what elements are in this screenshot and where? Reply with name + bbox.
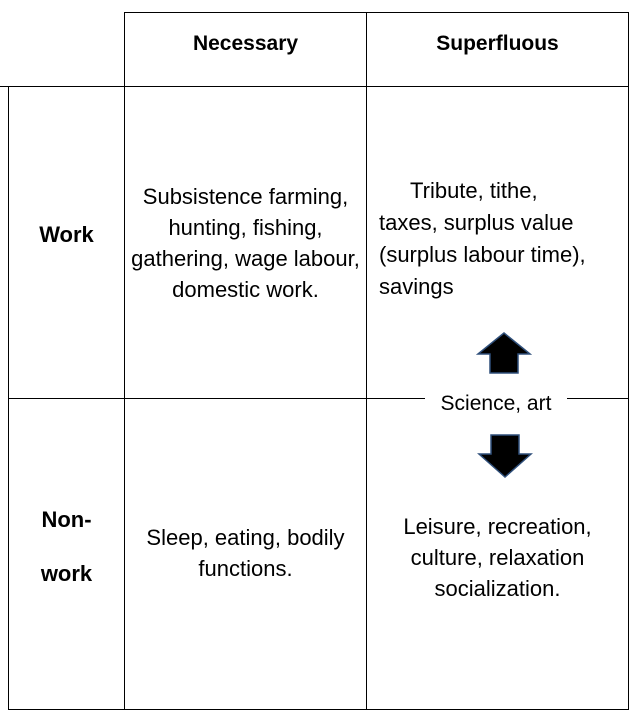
row-label-nonwork: [9, 399, 124, 695]
work-superfluous-line3: (surplus labour time),: [379, 242, 586, 267]
header-superfluous: Superfluous: [436, 31, 559, 55]
work-superfluous-line1: Tribute, tithe,: [410, 178, 538, 203]
work-necessary-text: Subsistence farming, hunting, fishing, gathering, wage labour, domestic work.: [131, 184, 360, 302]
row-divider-right-b: [567, 398, 629, 399]
bottom-border: [8, 709, 629, 710]
arrow-up-icon: [476, 332, 532, 374]
right-border: [628, 12, 629, 710]
work-superfluous-text: [379, 175, 586, 303]
row-divider-right-a: [367, 398, 425, 399]
row-label-work: Work: [39, 222, 94, 247]
work-superfluous-line2: taxes, surplus value: [379, 210, 574, 235]
nonwork-superfluous-text: Leisure, recreation, culture, relaxation socialization.: [403, 513, 592, 601]
work-superfluous-line4: savings: [379, 274, 454, 299]
nonwork-necessary-cell: [125, 399, 366, 709]
arrow-down-icon: [477, 434, 533, 478]
row-label-nonwork-line1: Non-: [41, 507, 92, 532]
science-art-label: Science, art: [425, 391, 567, 417]
work-necessary-cell: [125, 87, 366, 398]
row-label-nonwork-line2: work: [40, 561, 93, 586]
header-necessary: Necessary: [192, 31, 299, 55]
nonwork-necessary-text: Sleep, eating, bodily functions.: [146, 525, 345, 581]
nonwork-superfluous-cell: [367, 490, 628, 620]
